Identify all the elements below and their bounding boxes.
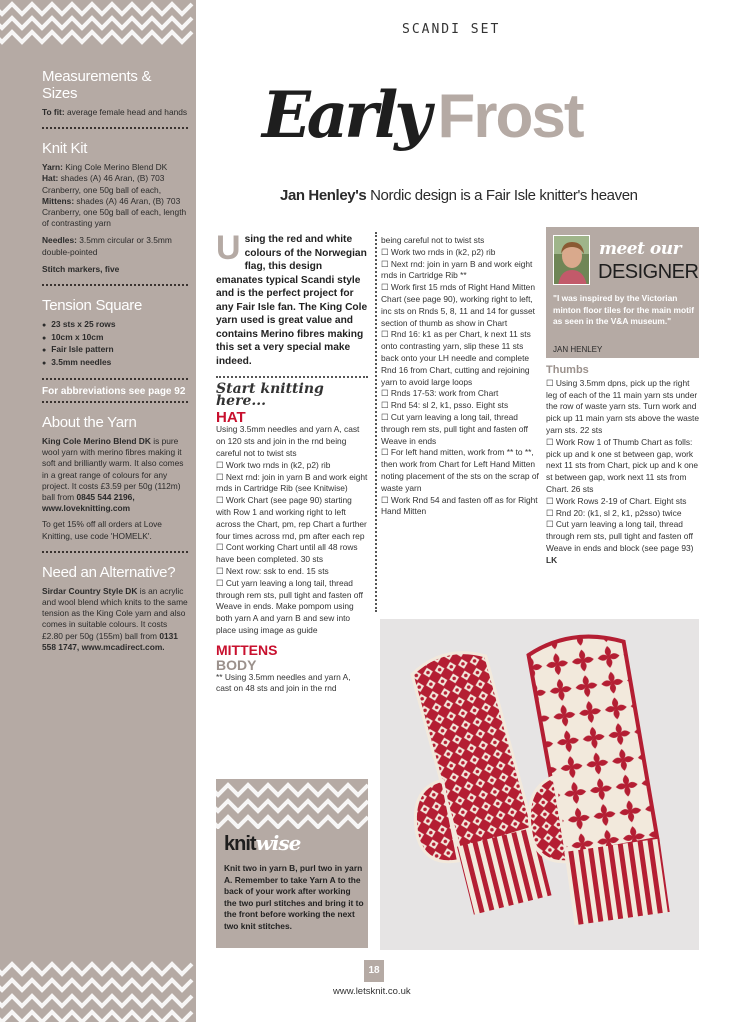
- standfirst: [280, 187, 638, 204]
- divider: [216, 376, 368, 378]
- mittens-photo: [380, 619, 699, 950]
- fit-label: To fit:: [42, 107, 65, 117]
- alt-yarn-description: is an acrylic and wool blend which knits to the same tension as the King Cole yarn and also comes in suitable colours. It costs £2.80 per 50g (155m) ball from: [42, 585, 188, 641]
- list-item: ● 23 sts x 25 rows: [42, 319, 188, 332]
- divider: [42, 284, 188, 286]
- designer-photo: [553, 235, 590, 285]
- drop-cap: U: [216, 229, 241, 267]
- intro-paragraph: [216, 229, 368, 368]
- knitwise-word-1: knit: [224, 833, 256, 855]
- hat-text: shades (A) 46 Aran, (B) 703 Cranberry, one 50g ball of each,: [42, 173, 165, 195]
- instruction: being careful not to twist sts: [381, 235, 485, 245]
- instruction: ☐ Next rnd: join in yarn B and work eight rnds in Cartridge Rib **: [381, 258, 533, 281]
- instruction: ☐ Using 3.5mm dpns, pick up the right leg of each of the 11 main yarn sts under the row of waste yarn sts. Turn work and pick up 11 main yarn sts above the waste yarn sts. 22 sts: [546, 377, 700, 435]
- tension-heading: Tension Square: [42, 297, 143, 315]
- start-knitting-heading: Start knitting here...: [216, 381, 324, 409]
- instruction: Weave in ends. Make pompom using both yarn A and yarn B and sew into place using image as guide: [216, 601, 354, 635]
- instruction: ☐ Next row: ssk to end. 15 sts: [216, 565, 329, 576]
- designer-quote: "I was inspired by the Victorian minton floor tiles for the main motif as seen in the V&A museum.": [553, 293, 694, 327]
- abbreviations-note: For abbreviations see page 92: [42, 386, 186, 398]
- instruction: ** Using 3.5mm needles and yarn A, cast on 48 sts and join in the rnd: [216, 671, 351, 694]
- website-link[interactable]: www.loveknitting.com: [42, 503, 131, 514]
- title-word-2: Frost: [437, 82, 583, 151]
- sidebar-content: [0, 62, 196, 660]
- yarn-text: King Cole Merino Blend DK: [62, 162, 168, 173]
- instruction: ☐ Cont working Chart until all 48 rows have been completed. 30 sts: [216, 542, 358, 565]
- list-item: ● Fair Isle pattern: [42, 344, 188, 357]
- thumbs-heading: Thumbs: [546, 364, 589, 376]
- mittens-label: Mittens:: [42, 195, 75, 206]
- page-title: [262, 78, 582, 153]
- knit-pattern-decoration: [0, 0, 196, 48]
- yarn-description: is pure wool yarn with merino fibres making it soft and brilliantly warm. It also comes in a great range of colours for any project. It costs £3.59 per 50g (112m) ball from: [42, 436, 184, 503]
- instruction: ☐ Rnd 16: k1 as per Chart, k next 11 sts onto contrasting yarn, slip these 11 sts back onto your LH needle and complete Rnd 16 from Chart, cutting and rejoining yarn to avoid large loops: [381, 329, 531, 387]
- instruction: ☐ Work Row 1 of Thumb Chart as folls: pick up and k one st between gap, work next 11 sts from Chart, pick up and k one st between gap, work next 11 sts from Chart. 26 sts: [546, 436, 699, 494]
- column-2: [381, 235, 539, 518]
- yarn-name: King Cole Merino Blend DK: [42, 436, 151, 447]
- intro-text: sing the red and white colours of the Norwegian flag, this design emanates typical Scandi style and is the perfect project for any Fair Isle fan. The King Cole yarn used is great value and contains Merino fibres making this set a very special make indeed.: [216, 234, 368, 367]
- column-divider: [375, 232, 377, 612]
- instruction: ☐ Next rnd: join in yarn B and work eight rnds in Cartridge Rib (see Knitwise): [216, 471, 368, 494]
- measurements-heading: Measurements & Sizes: [42, 68, 152, 102]
- footer-url[interactable]: www.letsknit.co.uk: [333, 986, 411, 997]
- alt-contact: 0131 558 1747, www.mcadirect.com.: [42, 630, 178, 652]
- instruction: ☐ Rnd 54: sl 2, k1, psso. Eight sts: [381, 400, 509, 411]
- page-number: 18: [364, 960, 384, 982]
- phone: 0845 544 2196,: [76, 492, 135, 503]
- mittens-text: shades (A) 46 Aran, (B) 703 Cranberry, one 50g ball of each, length of contrasting yarn: [42, 195, 187, 229]
- meet-our-label: meet our: [599, 239, 682, 259]
- hat-label: Hat:: [42, 173, 59, 184]
- knit-pattern-decoration: [216, 779, 368, 829]
- instruction: ☐ Work Rows 2-19 of Chart. Eight sts: [546, 495, 687, 506]
- instruction: Weave in ends: [381, 435, 437, 446]
- list-item: ● 10cm x 10cm: [42, 332, 188, 345]
- instruction: ☐ Rnds 17-53: work from Chart: [381, 388, 499, 399]
- series-label: SCANDI SET: [402, 22, 501, 37]
- instruction: Using 3.5mm needles and yarn A, cast on 120 sts and join in the rnd being careful not to twist sts: [216, 424, 360, 458]
- alternative-heading: Need an Alternative?: [42, 563, 176, 581]
- alternative-section: [42, 558, 188, 660]
- instruction: ☐ Work Chart (see page 90) starting with Row 1 and working right to left across the Chart, pm, rep Chart a further four times across rnd, pm after each rep: [216, 495, 367, 541]
- list-item: ● 3.5mm needles: [42, 357, 188, 370]
- knitwise-title: [224, 831, 300, 856]
- needles-text: 3.5mm circular or 3.5mm double-pointed: [42, 235, 172, 257]
- stitch-markers: Stitch markers, five: [42, 263, 120, 274]
- divider: [42, 401, 188, 403]
- meet-designer-box: [546, 227, 699, 358]
- hat-heading: HAT: [216, 408, 246, 426]
- knitwise-text: Knit two in yarn B, purl two in yarn A. Remember to take Yarn A to the back of your work after working the two purl stitches and bring it to the front before working the next two knit stitches.: [224, 863, 364, 931]
- instruction: ☐ Cut yarn leaving a long tail, thread through rem sts, pull tight and fasten off: [216, 577, 363, 600]
- knitwise-word-2: wise: [255, 831, 301, 855]
- knit-pattern-decoration: [0, 958, 196, 1022]
- instruction: ☐ For left hand mitten, work from ** to **, then work from Chart for Left Hand Mitten noting placement of the sts on the scrap of waste yarn: [381, 447, 539, 493]
- instruction: ☐ Cut yarn leaving a long tail, thread through rem sts, pull tight and fasten off: [546, 519, 693, 542]
- designer-label: DESIGNER: [598, 261, 699, 283]
- instruction: ☐ Work two rnds in (k2, p2) rib: [381, 246, 496, 257]
- standfirst-text: Nordic design is a Fair Isle knitter's heaven: [366, 187, 638, 204]
- author-name: Jan Henley's: [280, 187, 367, 204]
- divider: [42, 551, 188, 553]
- fit-text: average female head and hands: [64, 107, 188, 117]
- divider: [42, 127, 188, 129]
- needles-label: Needles:: [42, 235, 77, 246]
- alt-yarn-name: Sirdar Country Style DK: [42, 585, 138, 596]
- about-yarn-section: [42, 408, 188, 549]
- offer-text: To get 15% off all orders at Love Knitting, use code 'HOMELK'.: [42, 519, 162, 541]
- instruction: ☐ Rnd 20: (k1, sl 2, k1, p2sso) twice: [546, 507, 682, 518]
- tension-section: [42, 291, 188, 376]
- about-yarn-heading: About the Yarn: [42, 414, 137, 432]
- instruction: Weave in ends and block (see page 93): [546, 542, 694, 553]
- knitwise-box: [216, 779, 368, 948]
- instruction: ☐ Work first 15 rnds of Right Hand Mitten Chart (see page 90), working right to left, inc sts on Rnds 5, 8, 11 and 14 for gusset section of thumb as show in Chart: [381, 282, 535, 328]
- mittens-heading: MITTENS: [216, 641, 278, 658]
- knit-kit-heading: Knit Kit: [42, 140, 88, 158]
- instruction: ☐ Work two rnds in (k2, p2) rib: [216, 459, 331, 470]
- instruction: ☐ Cut yarn leaving a long tail, thread through rem sts, pull tight and fasten off: [381, 411, 528, 434]
- sidebar: [0, 0, 196, 1022]
- column-1: [216, 229, 368, 695]
- title-word-1: Early: [262, 78, 428, 153]
- body-heading: BODY: [216, 656, 257, 673]
- yarn-label: Yarn:: [42, 162, 63, 173]
- tension-list: [42, 319, 188, 369]
- column-3: [546, 362, 700, 567]
- divider: [42, 378, 188, 380]
- designer-name: JAN HENLEY: [553, 345, 603, 354]
- signoff: LK: [546, 554, 558, 565]
- knit-kit-section: [42, 134, 188, 282]
- instruction: ☐ Work Rnd 54 and fasten off as for Right Hand Mitten: [381, 494, 538, 517]
- measurements-section: [42, 62, 188, 125]
